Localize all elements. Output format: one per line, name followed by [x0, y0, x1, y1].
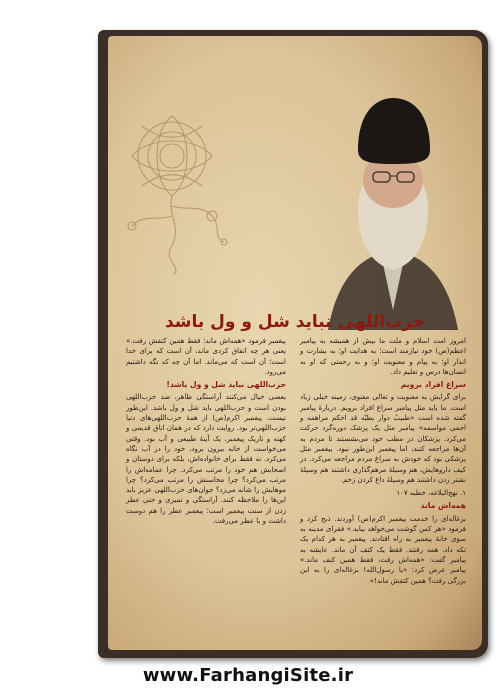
citation: ۱. نهج‌البلاغه، خطبه ۱۰۷	[396, 489, 466, 498]
right-heading-1: سراغ افراد برویم	[400, 380, 466, 390]
right-intro: امروز امت اسلام و ملت ما بیش از همیشه به پیامبر اعظم(ص) خود نیازمند است؛ به هدایت او؛ به بشارت و انذار او؛ به پیام و معنویت او؛ و به رحمتی که او به انسان‌ها درس و تعلیم داد.	[300, 337, 466, 376]
book-page	[108, 36, 482, 650]
left-intro: پیغمبر فرمود «همه‌اش ماند؛ فقط همین کتفش رفت.» یعنی هر چه انفاق کردی ماند، آن است که برای خدا است؛ آن است که می‌ماند. اما آن چه که نگه داشتیم می‌رود.	[126, 337, 286, 376]
portrait-image	[318, 80, 468, 340]
site-url: www.FarhangiSite.ir	[142, 665, 354, 686]
left-column	[126, 336, 286, 529]
ornament-icon	[112, 86, 232, 276]
left-body: بعضی خیال می‌کنند آراستگی ظاهر، ضد حزب‌اللهی بودن است و حزب‌اللهی باید شل و ول باشد. این‌طور نیست. پیغمبر اکرم(ص) از همهٔ حزب‌اللهی‌های دنیا حزب‌اللهی‌تر بود. روایت دارد که در همان اتاق قدیمی و کهنه و تاریک پیغمبر، یک آینهٔ طبیعی و آب بود. وقتی می‌خواست از خانه بیرون برود، خود را در آب نگاه می‌کرد. نه فقط برای خانواده‌اش، بلکه برای دوستان و اصحابش هم خود را مرتب می‌کرد. چرا عمامه‌اش را مرتب می‌کرد؟ چرا محاسنش را مرتب می‌کرد؟ چرا موهایش را شانه می‌زد؟ جوان‌های حزب‌اللهی عزیز باید این‌ها را ملاحظه کنند. آراستگی و تمیزی و حتی عطر زدن از سنت پیغمبر است؛ پیغمبر عطر را هم دوست داشت و با عطر می‌رفت.	[126, 393, 286, 526]
page-title: حزب‌اللهی نباید شل و ول باشد	[164, 312, 426, 332]
right-heading-2: همه‌اش ماند	[420, 501, 466, 511]
right-body-1: برای گرایش به معنویت و تعالی معنوی، زمینه خیلی زیاد است. ما باید مثل پیامبر سراغ افراد برویم. دربارهٔ پیامبر گفته شده است «طبیبٌ دوار بطبّه قد احکم مراهمه و احمی مواسمه» پیامبر مثل یک پزشک دوره‌گرد حرکت می‌کرد. پزشکان در مطب خود می‌نشستند تا مردم به آن‌ها مراجعه کنند، اما پیغمبر این‌طور نبود. پیغمبر مثل پزشکی بود که خودش به سراغ مردم مراجعه می‌کرد. در کیف داروهایش، هم وسیلهٔ مرهم‌گذاری داشتند هم وسیلهٔ نشتر زدن داشتند هم وسیلهٔ داغ کردن زخم.	[300, 393, 466, 484]
right-body-2: بزغاله‌ای را خدمت پیغمبر اکرم(ص) آوردند. ذبح کرد و فرمود «هر کس گوشت می‌خواهد بیاید.» فقرای مدینه به سوی خانهٔ پیغمبر به راه افتادند. پیغمبر به هر کدام یک تکه داد. همه رفتند. فقط یک کتف آن ماند. عایشه به پیامبر گفت: «همه‌اش رفت، فقط همین کتف ماند.» پیامبر عرض کرد: «یا رسول‌الله! بزغاله‌ای را به این بزرگی رفت؟ همین کتفش ماند!»	[300, 514, 466, 585]
left-heading: حزب‌اللهی نباید شل و ول باشد!	[166, 380, 286, 390]
right-column	[300, 336, 466, 589]
